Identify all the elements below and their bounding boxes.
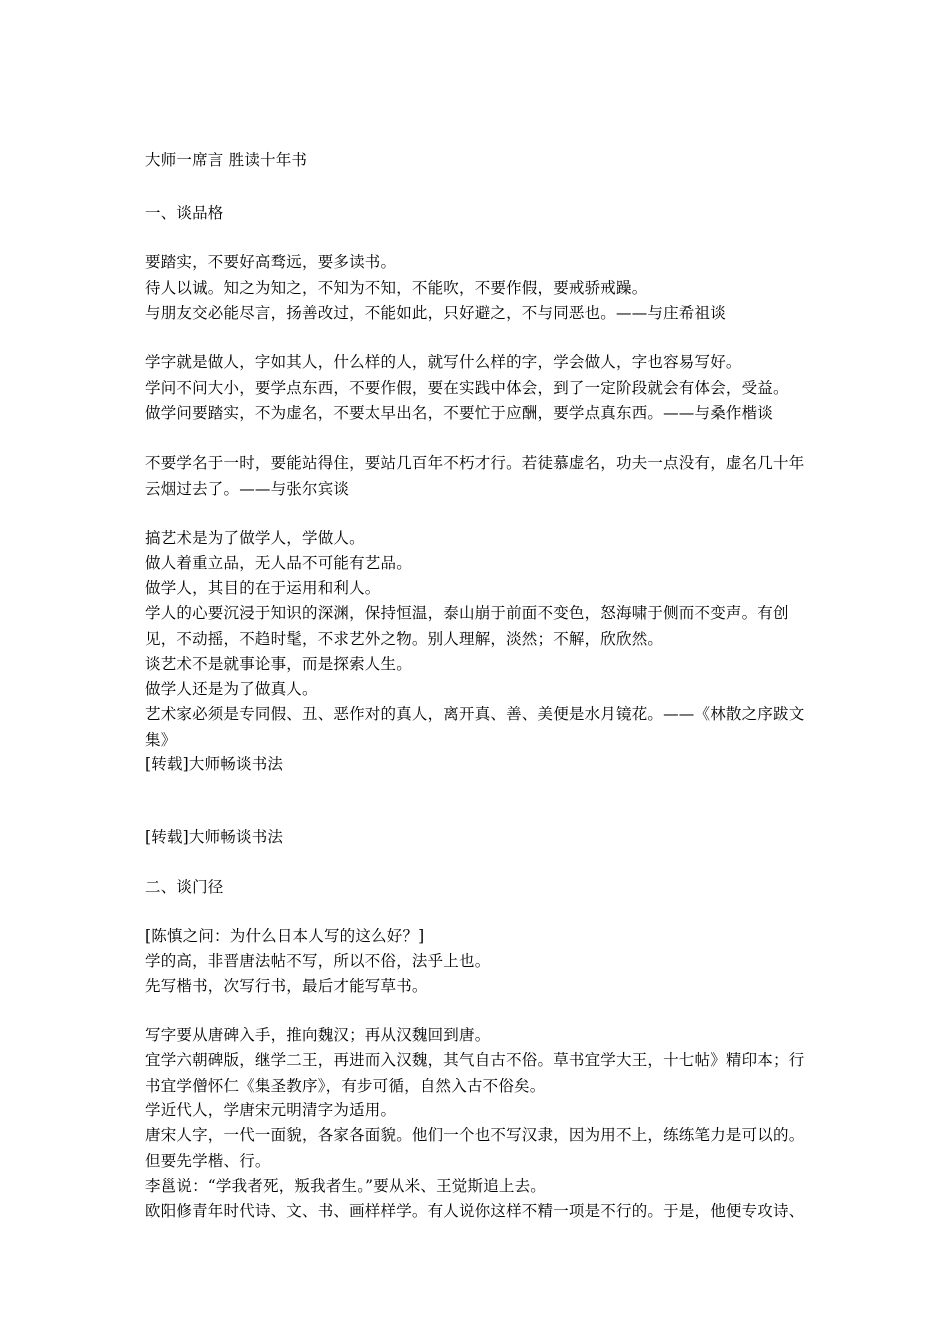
- text-line: 先写楷书，次写行书，最后才能写草书。: [145, 977, 428, 995]
- text-line: 学的高，非晋唐法帖不写，所以不俗，法乎上也。: [145, 952, 491, 970]
- text-line: 做学问要踏实，不为虚名，不要太早出名，不要忙于应酬，要学点真东西。——与桑作楷谈: [145, 404, 774, 422]
- text-line: 要踏实，不要好高骛远，要多读书。: [145, 253, 397, 271]
- text-paragraph: 唐宋人字，一代一面貌，各家各面貌。他们一个也不写汉隶，因为用不上，练练笔力是可以的。但要先学楷、行。: [145, 1126, 805, 1170]
- text-paragraph: 不要学名于一时，要能站得住，要站几百年不朽才行。若徒慕虚名，功夫一点没有，虚名几十年云烟过去了。——与张尔宾谈: [145, 454, 805, 498]
- text-line: 做学人还是为了做真人。: [145, 680, 318, 698]
- repost-title: [转载]大师畅谈书法: [145, 828, 284, 846]
- text-paragraph: 艺术家必须是专同假、丑、恶作对的真人，离开真、善、美便是水月镜花。——《林散之序跋文集》: [145, 705, 805, 749]
- text-paragraph: 宜学六朝碑版，继学二王，再进而入汉魏，其气自古不俗。草书宜学大王，十七帖》精印本；行书宜学僧怀仁《集圣教序》，有步可循，自然入古不俗矣。: [145, 1051, 805, 1095]
- text-paragraph: 学人的心要沉浸于知识的深渊，保持恒温，泰山崩于前面不变色，怒海啸于侧而不变声。有创见，不动摇，不趋时髦，不求艺外之物。别人理解，淡然；不解，欣欣然。: [145, 604, 789, 648]
- text-line: 做学人，其目的在于运用和利人。: [145, 579, 381, 597]
- text-line: 李邕说：“学我者死，叛我者生。”要从米、王觉斯追上去。: [145, 1177, 546, 1195]
- text-line: 做人着重立品，无人品不可能有艺品。: [145, 554, 412, 572]
- section-heading-method: 二、谈门径: [145, 878, 224, 896]
- text-line: 学字就是做人，字如其人，什么样的人，就写什么样的字，学会做人，字也容易写好。: [145, 353, 742, 371]
- text-line: 待人以诚。知之为知之，不知为不知，不能吹，不要作假，要戒骄戒躁。: [145, 279, 648, 297]
- repost-title: [转载]大师畅谈书法: [145, 755, 284, 773]
- text-line: 学问不问大小，要学点东西，不要作假，要在实践中体会，到了一定阶段就会有体会，受益。: [145, 379, 789, 397]
- text-line: 与朋友交必能尽言，扬善改过，不能如此，只好避之，不与同恶也。——与庄希祖谈: [145, 304, 726, 322]
- text-line: [陈慎之问：为什么日本人写的这么好？]: [145, 927, 425, 945]
- text-line: 搞艺术是为了做学人，学做人。: [145, 529, 365, 547]
- section-heading-character: 一、谈品格: [145, 204, 224, 222]
- text-line: 欧阳修青年时代诗、文、书、画样样学。有人说你这样不精一项是不行的。于是，他便专攻诗、: [145, 1202, 805, 1220]
- text-line: 谈艺术不是就事论事，而是探索人生。: [145, 655, 412, 673]
- text-line: 写字要从唐碑入手，推向魏汉；再从汉魏回到唐。: [145, 1026, 491, 1044]
- text-line: 学近代人，学唐宋元明清字为适用。: [145, 1101, 397, 1119]
- document-title: 大师一席言 胜读十年书: [145, 151, 308, 169]
